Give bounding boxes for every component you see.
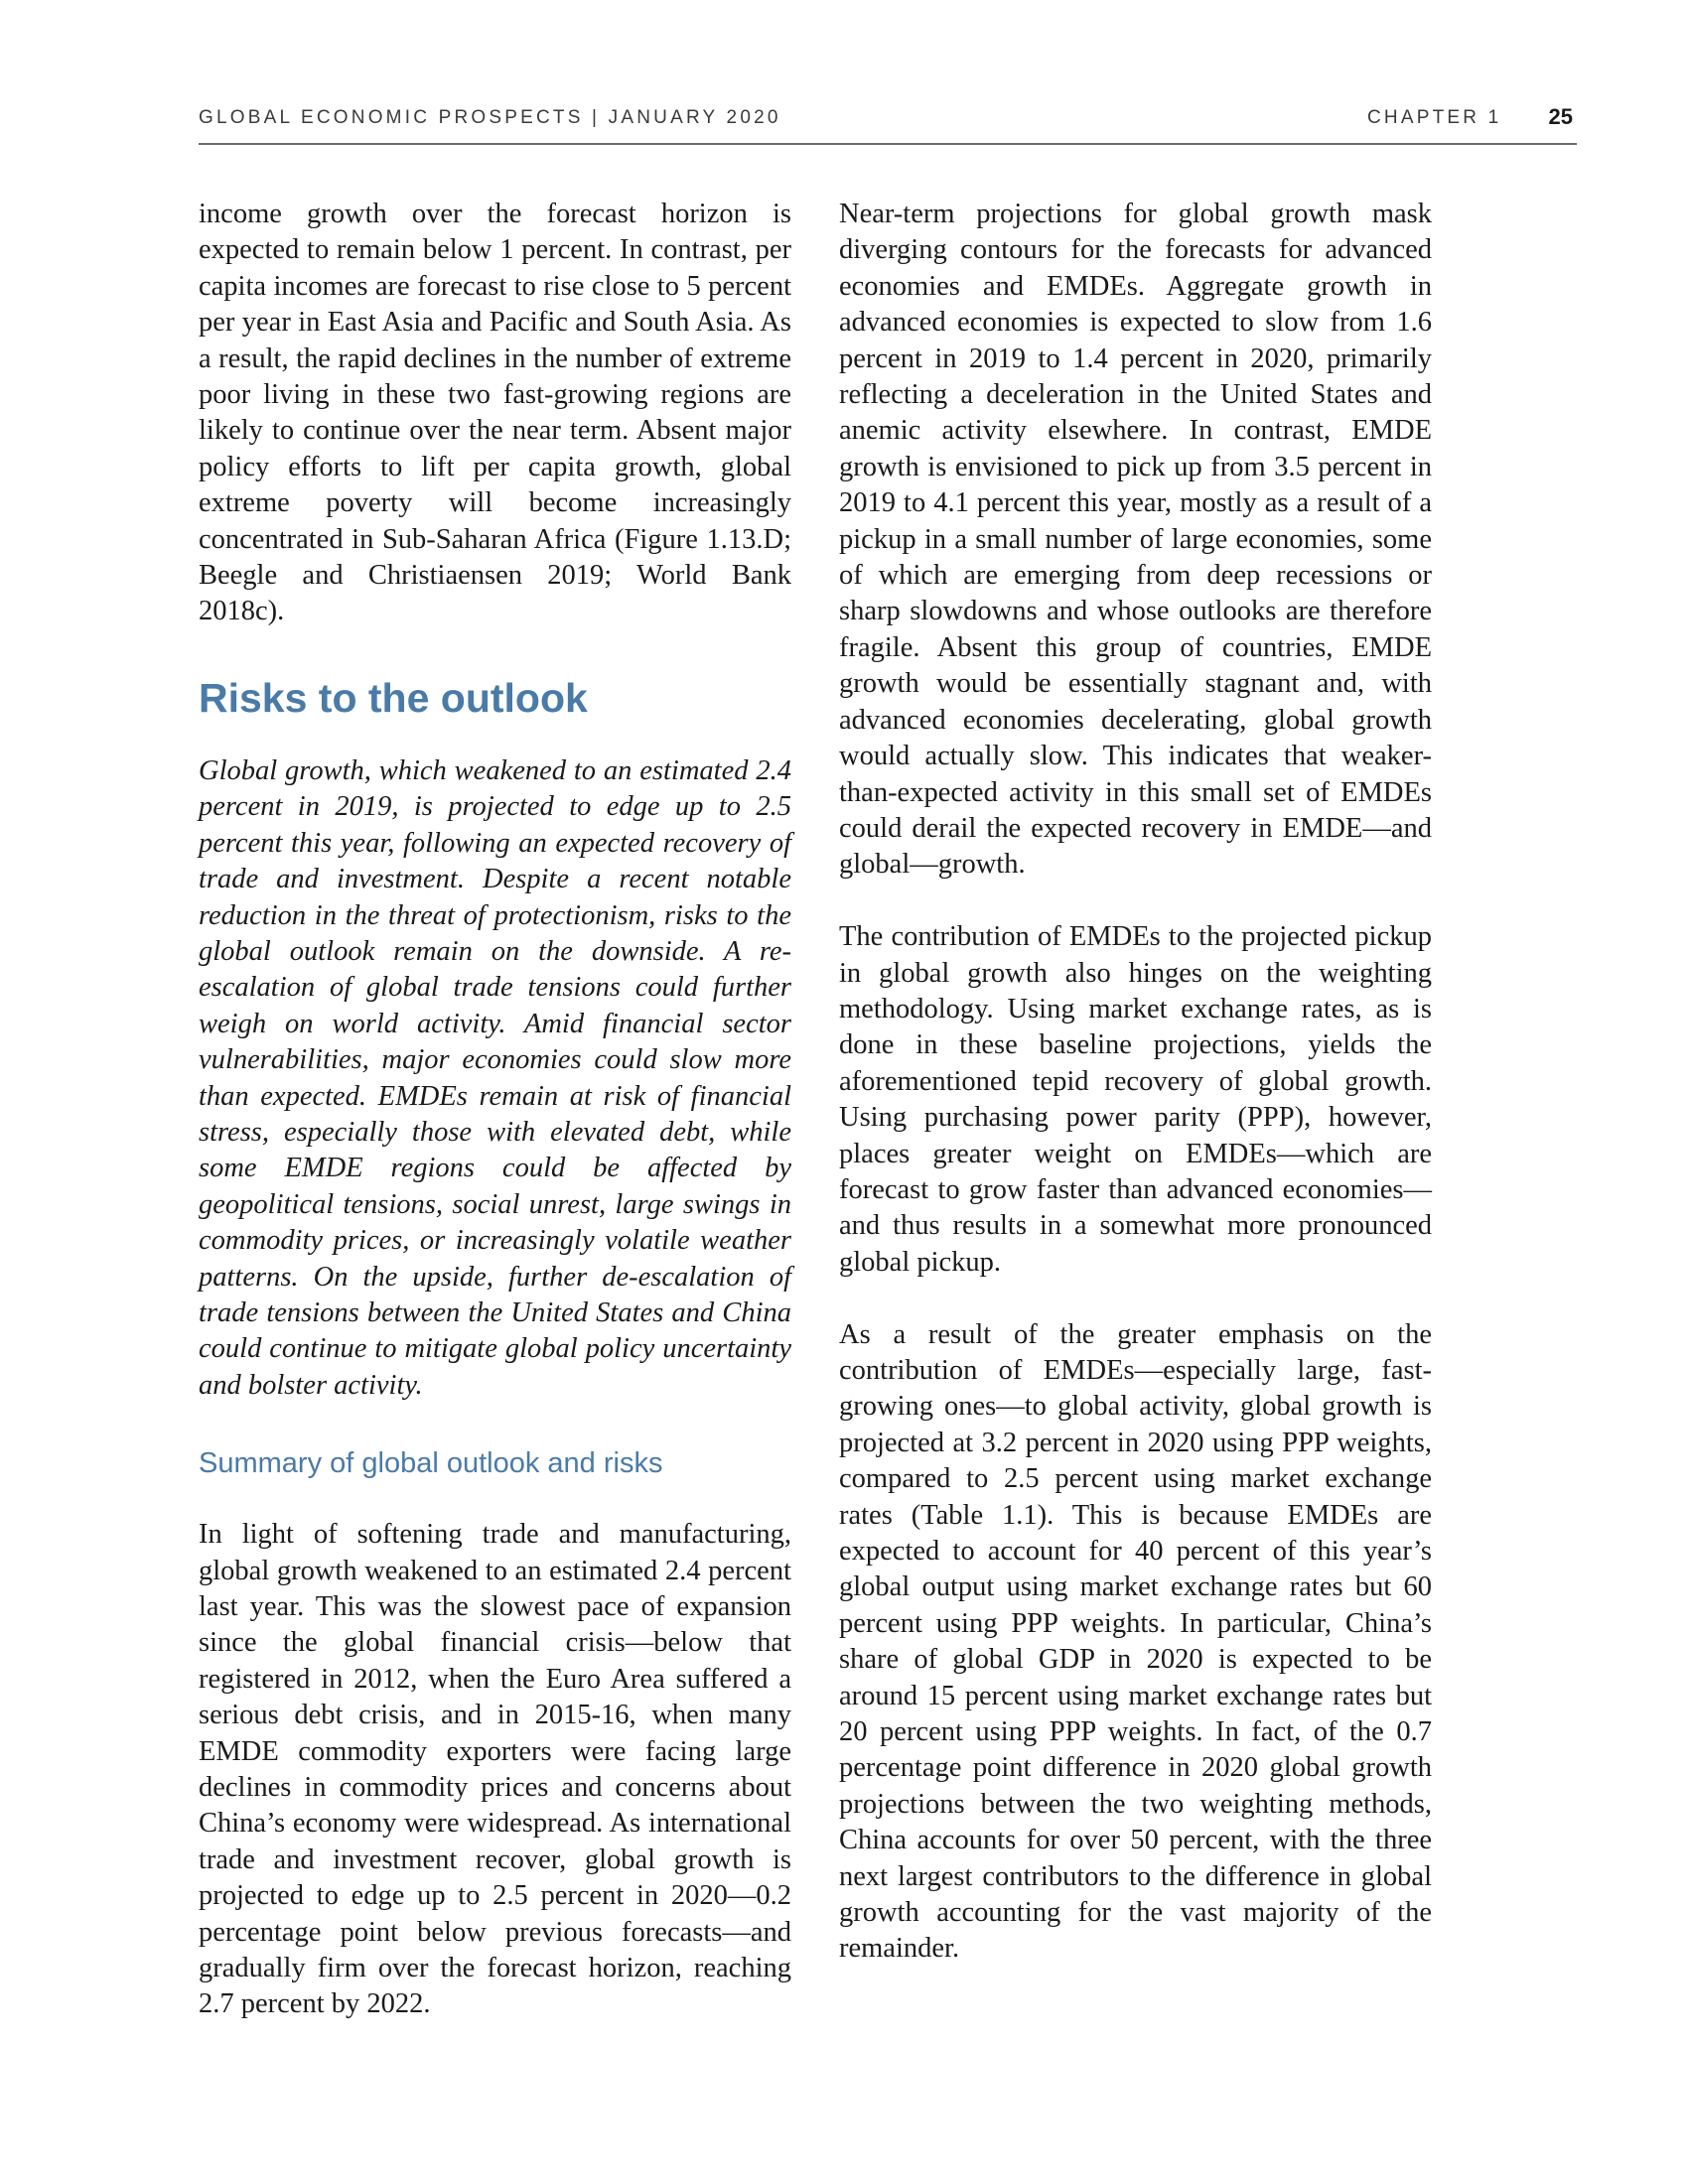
left-column: [199, 197, 791, 2023]
body-paragraph: As a result of the greater emphasis on the contribution of EMDEs—especially large, fast-growing ones—to global activity, global growth is projected at 3.2 percent in 2020 using PPP weights, compared to 2.5 percent using market exchange rates (Table 1.1). This is because EMDEs are expected to account for 40 percent of this year’s global output using market exchange rates but 60 percent using PPP weights. In particular, China’s share of global GDP in 2020 is expected to be around 15 percent using market exchange rates but 20 percent using PPP weights. In fact, of the 0.7 percentage point difference in 2020 global growth projections between the two weighting methods, China accounts for over 50 percent, with the three next largest contributors to the difference in global growth accounting for the vast majority of the remainder.: [839, 1318, 1432, 1965]
chapter-label: CHAPTER 1: [1367, 107, 1502, 128]
body-paragraph: The contribution of EMDEs to the projected pickup in global growth also hinges on the weighting methodology. Using market exchange rates, as is done in these baseline projections, yields the aforementioned tepid recovery of global growth. Using purchasing power parity (PPP), however, places greater weight on EMDEs—which are forecast to grow faster than advanced economies—and thus results in a somewhat more pronounced global pickup.: [839, 921, 1432, 1278]
publication-title: GLOBAL ECONOMIC PROSPECTS | JANUARY 2020: [199, 107, 781, 128]
running-header: [199, 103, 1577, 145]
summary-paragraph: In light of softening trade and manufacturing, global growth weakened to an estimated 2.4 percent last year. This was the slowest pace of expansion since the global financial crisis—below that registered in 2012, when the Euro Area suffered a serious debt crisis, and in 2015-16, when many EMDE commodity exporters were facing large declines in commodity prices and concerns about China’s economy were widespread. As international trade and investment recover, global growth is projected to edge up to 2.5 percent in 2020—0.2 percentage point below previous forecasts—and gradually firm over the forecast horizon, reaching 2.7 percent by 2022.: [199, 1519, 791, 2020]
continuation-paragraph: income growth over the forecast horizon is expected to remain below 1 percent. In contrast, per capita incomes are forecast to rise close to 5 percent per year in East Asia and Pacific and South Asia. As a result, the rapid declines in the number of extreme poor living in these two fast-growing regions are likely to continue over the near term. Absent major policy efforts to lift per capita growth, global extreme poverty will become increasingly concentrated in Sub-Saharan Africa (Figure 1.13.D; Beegle and Christiaensen 2019; World Bank 2018c).: [199, 199, 791, 627]
page-number: 25: [1548, 104, 1573, 129]
right-column: [839, 197, 1432, 1968]
body-paragraph: Near-term projections for global growth mask diverging contours for the forecasts for advanced economies and EMDEs. Aggregate growth in advanced economies is expected to slow from 1.6 percent in 2019 to 1.4 percent in 2020, primarily reflecting a deceleration in the United States and anemic activity elsewhere. In contrast, EMDE growth is envisioned to pick up from 3.5 percent in 2019 to 4.1 percent this year, mostly as a result of a pickup in a small number of large economies, some of which are emerging from deep recessions or sharp slowdowns and whose outlooks are therefore fragile. Absent this group of countries, EMDE growth would be essentially stagnant and, with advanced economies decelerating, global growth would actually slow. This indicates that weaker-than-expected activity in this small set of EMDEs could derail the expected recovery in EMDE—and global—growth.: [839, 199, 1432, 881]
subsection-heading: Summary of global outlook and risks: [199, 1447, 663, 1480]
section-heading: Risks to the outlook: [199, 674, 588, 721]
italic-summary: Global growth, which weakened to an estimated 2.4 percent in 2019, is projected to edge up to 2.5 percent this year, following an expected recovery of trade and investment. Despite a recent notable reduction in the threat of protectionism, risks to the global outlook remain on the downside. A re-escalation of global trade tensions could further weigh on world activity. Amid financial sector vulnerabilities, major economies could slow more than expected. EMDEs remain at risk of financial stress, especially those with elevated debt, while some EMDE regions could be affected by geopolitical tensions, social unrest, large swings in commodity prices, or increasingly volatile weather patterns. On the upside, further de-escalation of trade tensions between the United States and China could continue to mitigate global policy uncertainty and bolster activity.: [199, 754, 791, 1401]
